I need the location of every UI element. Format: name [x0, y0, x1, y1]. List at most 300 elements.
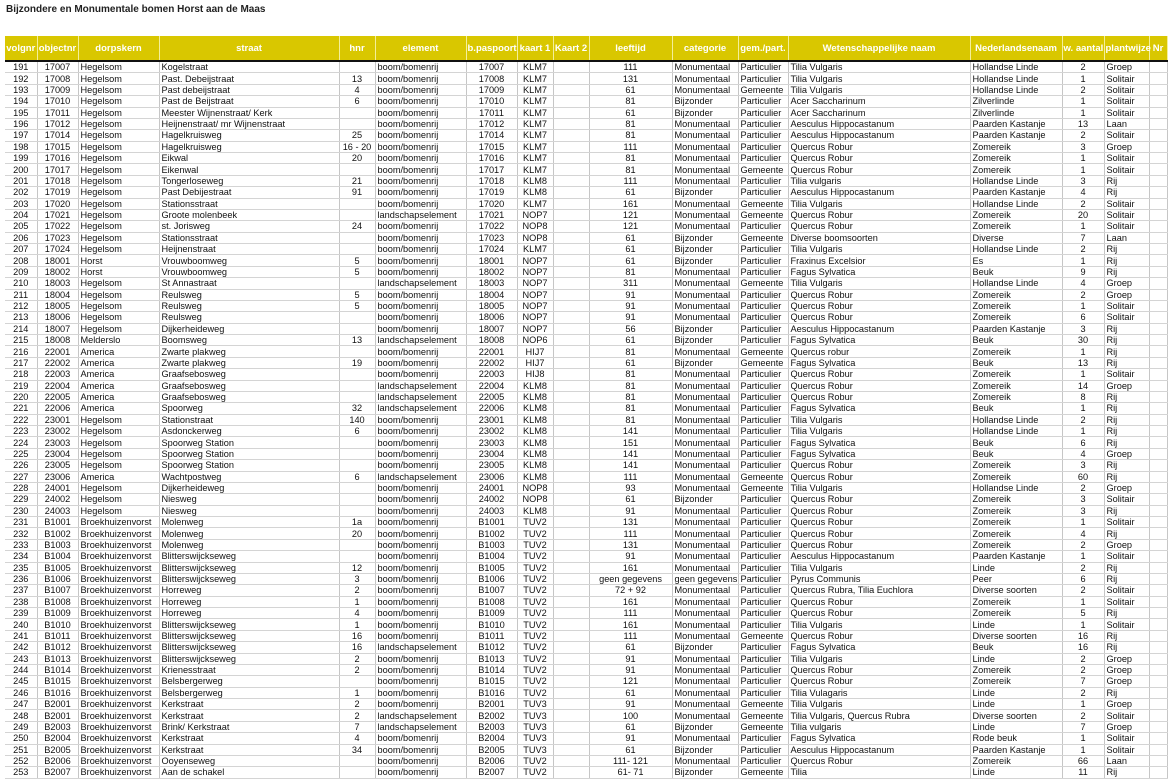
cell-kaart1[interactable]: NOP7 — [517, 323, 553, 334]
cell-volgnr[interactable]: 224 — [5, 437, 37, 448]
cell-objectnr[interactable]: B1006 — [37, 573, 78, 584]
cell-element[interactable]: boom/bomenrij — [375, 653, 466, 664]
cell-paspoort[interactable]: B1008 — [466, 596, 517, 607]
cell-paspoort[interactable]: B1002 — [466, 528, 517, 539]
cell-kaart1[interactable]: TUV2 — [517, 528, 553, 539]
cell-aantal[interactable]: 2 — [1062, 198, 1104, 209]
cell-plantwijze[interactable]: Groep — [1104, 380, 1149, 391]
cell-plantwijze[interactable]: Groep — [1104, 61, 1149, 73]
cell-element[interactable]: boom/bomenrij — [375, 448, 466, 459]
cell-wetenschappelijke-naam[interactable]: Quercus Robur — [788, 676, 970, 687]
cell-nr[interactable] — [1149, 494, 1167, 505]
cell-kaart1[interactable]: NOP8 — [517, 494, 553, 505]
cell-plantwijze[interactable]: Solitair — [1104, 517, 1149, 528]
cell-categorie[interactable]: Bijzonder — [672, 107, 738, 118]
cell-volgnr[interactable]: 222 — [5, 414, 37, 425]
cell-kaart2[interactable] — [553, 403, 589, 414]
cell-straat[interactable]: Blitterswijckseweg — [159, 551, 339, 562]
cell-element[interactable]: boom/bomenrij — [375, 619, 466, 630]
cell-gem-part[interactable]: Particulier — [738, 61, 788, 73]
cell-kaart1[interactable]: TUV2 — [517, 653, 553, 664]
cell-categorie[interactable]: Bijzonder — [672, 244, 738, 255]
cell-kaart1[interactable]: NOP8 — [517, 232, 553, 243]
cell-plantwijze[interactable]: Laan — [1104, 755, 1149, 766]
cell-straat[interactable]: Belsbergerweg — [159, 687, 339, 698]
cell-paspoort[interactable]: 17009 — [466, 84, 517, 95]
cell-paspoort[interactable]: 23001 — [466, 414, 517, 425]
cell-kaart1[interactable]: NOP8 — [517, 482, 553, 493]
cell-element[interactable]: boom/bomenrij — [375, 312, 466, 323]
cell-categorie[interactable]: Monumentaal — [672, 699, 738, 710]
cell-wetenschappelijke-naam[interactable]: Aesculus Hippocastanum — [788, 744, 970, 755]
cell-aantal[interactable]: 1 — [1062, 346, 1104, 357]
cell-kaart1[interactable]: TUV3 — [517, 744, 553, 755]
cell-dorpskern[interactable]: America — [78, 380, 159, 391]
cell-leeftijd[interactable]: 61- 71 — [589, 767, 672, 778]
cell-leeftijd[interactable]: 61 — [589, 494, 672, 505]
cell-straat[interactable]: Blitterswijckseweg — [159, 653, 339, 664]
cell-volgnr[interactable]: 203 — [5, 198, 37, 209]
cell-nederlandse-naam[interactable]: Hollandse Linde — [970, 426, 1062, 437]
cell-paspoort[interactable]: 22004 — [466, 380, 517, 391]
cell-nederlandse-naam[interactable]: Zomereik — [970, 289, 1062, 300]
cell-nr[interactable] — [1149, 153, 1167, 164]
cell-leeftijd[interactable]: 131 — [589, 539, 672, 550]
cell-straat[interactable]: Past de Beijstraat — [159, 96, 339, 107]
cell-nederlandse-naam[interactable]: Beuk — [970, 642, 1062, 653]
cell-volgnr[interactable]: 243 — [5, 653, 37, 664]
cell-volgnr[interactable]: 212 — [5, 300, 37, 311]
col-header-kaart2[interactable]: Kaart 2 — [553, 36, 589, 61]
cell-nederlandse-naam[interactable]: Zomereik — [970, 664, 1062, 675]
cell-hnr[interactable]: 3 — [339, 573, 375, 584]
cell-aantal[interactable]: 1 — [1062, 107, 1104, 118]
cell-element[interactable]: boom/bomenrij — [375, 187, 466, 198]
cell-objectnr[interactable]: 24001 — [37, 482, 78, 493]
cell-objectnr[interactable]: B1007 — [37, 585, 78, 596]
cell-plantwijze[interactable]: Rij — [1104, 437, 1149, 448]
cell-objectnr[interactable]: 18005 — [37, 300, 78, 311]
cell-hnr[interactable] — [339, 61, 375, 73]
cell-hnr[interactable]: 34 — [339, 744, 375, 755]
cell-kaart1[interactable]: NOP7 — [517, 300, 553, 311]
cell-dorpskern[interactable]: Broekhuizenvorst — [78, 551, 159, 562]
cell-volgnr[interactable]: 191 — [5, 61, 37, 73]
cell-objectnr[interactable]: B2005 — [37, 744, 78, 755]
cell-hnr[interactable]: 140 — [339, 414, 375, 425]
cell-kaart2[interactable] — [553, 699, 589, 710]
cell-volgnr[interactable]: 242 — [5, 642, 37, 653]
cell-nederlandse-naam[interactable]: Beuk — [970, 335, 1062, 346]
cell-plantwijze[interactable]: Rij — [1104, 562, 1149, 573]
cell-nederlandse-naam[interactable]: Zomereik — [970, 209, 1062, 220]
cell-objectnr[interactable]: 22001 — [37, 346, 78, 357]
cell-kaart2[interactable] — [553, 380, 589, 391]
cell-volgnr[interactable]: 232 — [5, 528, 37, 539]
cell-kaart2[interactable] — [553, 335, 589, 346]
cell-objectnr[interactable]: 17012 — [37, 118, 78, 129]
cell-objectnr[interactable]: B2001 — [37, 710, 78, 721]
cell-dorpskern[interactable]: Hegelsom — [78, 244, 159, 255]
cell-hnr[interactable]: 1 — [339, 596, 375, 607]
cell-nr[interactable] — [1149, 73, 1167, 84]
cell-aantal[interactable]: 1 — [1062, 369, 1104, 380]
col-header-objectnr[interactable]: objectnr — [37, 36, 78, 61]
cell-plantwijze[interactable]: Solitair — [1104, 710, 1149, 721]
cell-hnr[interactable] — [339, 539, 375, 550]
cell-objectnr[interactable]: 22005 — [37, 391, 78, 402]
cell-plantwijze[interactable]: Rij — [1104, 244, 1149, 255]
cell-straat[interactable]: Graafsebosweg — [159, 369, 339, 380]
cell-dorpskern[interactable]: Broekhuizenvorst — [78, 619, 159, 630]
cell-aantal[interactable]: 66 — [1062, 755, 1104, 766]
cell-element[interactable]: boom/bomenrij — [375, 699, 466, 710]
cell-categorie[interactable]: Bijzonder — [672, 642, 738, 653]
cell-leeftijd[interactable]: 91 — [589, 653, 672, 664]
cell-wetenschappelijke-naam[interactable]: Quercus Robur — [788, 141, 970, 152]
cell-leeftijd[interactable]: 81 — [589, 118, 672, 129]
cell-nr[interactable] — [1149, 630, 1167, 641]
cell-categorie[interactable]: Bijzonder — [672, 187, 738, 198]
cell-nr[interactable] — [1149, 437, 1167, 448]
cell-plantwijze[interactable]: Solitair — [1104, 164, 1149, 175]
cell-plantwijze[interactable]: Solitair — [1104, 744, 1149, 755]
cell-aantal[interactable]: 7 — [1062, 721, 1104, 732]
cell-kaart2[interactable] — [553, 232, 589, 243]
cell-aantal[interactable]: 2 — [1062, 482, 1104, 493]
cell-volgnr[interactable]: 247 — [5, 699, 37, 710]
cell-kaart1[interactable]: KLM8 — [517, 437, 553, 448]
cell-kaart1[interactable]: TUV2 — [517, 767, 553, 778]
cell-aantal[interactable]: 1 — [1062, 426, 1104, 437]
cell-hnr[interactable] — [339, 676, 375, 687]
cell-gem-part[interactable]: Particulier — [738, 255, 788, 266]
cell-dorpskern[interactable]: Hegelsom — [78, 209, 159, 220]
cell-nr[interactable] — [1149, 744, 1167, 755]
cell-nr[interactable] — [1149, 130, 1167, 141]
cell-objectnr[interactable]: 23003 — [37, 437, 78, 448]
cell-kaart1[interactable]: TUV2 — [517, 539, 553, 550]
cell-nederlandse-naam[interactable]: Zomereik — [970, 369, 1062, 380]
cell-kaart2[interactable] — [553, 517, 589, 528]
cell-gem-part[interactable]: Gemeente — [738, 198, 788, 209]
cell-kaart1[interactable]: TUV2 — [517, 755, 553, 766]
cell-nederlandse-naam[interactable]: Linde — [970, 562, 1062, 573]
cell-aantal[interactable]: 1 — [1062, 403, 1104, 414]
cell-wetenschappelijke-naam[interactable]: Quercus Robur — [788, 380, 970, 391]
cell-categorie[interactable]: Monumentaal — [672, 426, 738, 437]
cell-leeftijd[interactable]: 91 — [589, 551, 672, 562]
cell-leeftijd[interactable]: 61 — [589, 255, 672, 266]
cell-hnr[interactable]: 5 — [339, 289, 375, 300]
cell-nederlandse-naam[interactable]: Zomereik — [970, 346, 1062, 357]
cell-leeftijd[interactable]: 91 — [589, 300, 672, 311]
cell-gem-part[interactable]: Particulier — [738, 687, 788, 698]
cell-nederlandse-naam[interactable]: Rode beuk — [970, 733, 1062, 744]
cell-straat[interactable]: Vrouwboomweg — [159, 266, 339, 277]
cell-wetenschappelijke-naam[interactable]: Quercus Robur — [788, 153, 970, 164]
cell-nederlandse-naam[interactable]: Zomereik — [970, 596, 1062, 607]
cell-element[interactable]: boom/bomenrij — [375, 266, 466, 277]
cell-element[interactable]: boom/bomenrij — [375, 539, 466, 550]
cell-leeftijd[interactable]: 81 — [589, 153, 672, 164]
cell-aantal[interactable]: 2 — [1062, 289, 1104, 300]
cell-volgnr[interactable]: 237 — [5, 585, 37, 596]
cell-kaart1[interactable]: KLM7 — [517, 84, 553, 95]
col-header-straat[interactable]: straat — [159, 36, 339, 61]
cell-volgnr[interactable]: 253 — [5, 767, 37, 778]
cell-kaart2[interactable] — [553, 209, 589, 220]
cell-nr[interactable] — [1149, 448, 1167, 459]
cell-hnr[interactable]: 19 — [339, 357, 375, 368]
cell-kaart1[interactable]: NOP7 — [517, 266, 553, 277]
cell-element[interactable]: boom/bomenrij — [375, 505, 466, 516]
cell-paspoort[interactable]: B1009 — [466, 608, 517, 619]
cell-nederlandse-naam[interactable]: Linde — [970, 721, 1062, 732]
cell-hnr[interactable]: 24 — [339, 221, 375, 232]
cell-nederlandse-naam[interactable]: Zomereik — [970, 300, 1062, 311]
cell-paspoort[interactable]: 18004 — [466, 289, 517, 300]
cell-aantal[interactable]: 1 — [1062, 96, 1104, 107]
cell-dorpskern[interactable]: Broekhuizenvorst — [78, 755, 159, 766]
cell-nr[interactable] — [1149, 255, 1167, 266]
cell-leeftijd[interactable]: 121 — [589, 221, 672, 232]
cell-gem-part[interactable]: Gemeente — [738, 278, 788, 289]
cell-paspoort[interactable]: 17024 — [466, 244, 517, 255]
cell-wetenschappelijke-naam[interactable]: Fagus Sylvatica — [788, 266, 970, 277]
cell-gem-part[interactable]: Particulier — [738, 175, 788, 186]
cell-objectnr[interactable]: B1015 — [37, 676, 78, 687]
cell-paspoort[interactable]: 22002 — [466, 357, 517, 368]
cell-kaart1[interactable]: KLM8 — [517, 448, 553, 459]
cell-straat[interactable]: Blitterswijckseweg — [159, 630, 339, 641]
cell-gem-part[interactable]: Particulier — [738, 369, 788, 380]
cell-aantal[interactable]: 2 — [1062, 244, 1104, 255]
cell-straat[interactable]: Kerkstraat — [159, 733, 339, 744]
cell-straat[interactable]: Boomsweg — [159, 335, 339, 346]
cell-leeftijd[interactable]: 131 — [589, 73, 672, 84]
cell-objectnr[interactable]: B1014 — [37, 664, 78, 675]
cell-dorpskern[interactable]: Hegelsom — [78, 505, 159, 516]
cell-objectnr[interactable]: B2003 — [37, 721, 78, 732]
cell-straat[interactable]: Kerkstraat — [159, 710, 339, 721]
cell-nederlandse-naam[interactable]: Beuk — [970, 403, 1062, 414]
col-header-leeftijd[interactable]: leeftijd — [589, 36, 672, 61]
cell-hnr[interactable]: 20 — [339, 153, 375, 164]
cell-kaart1[interactable]: KLM7 — [517, 130, 553, 141]
cell-kaart1[interactable]: KLM7 — [517, 141, 553, 152]
cell-nr[interactable] — [1149, 403, 1167, 414]
cell-paspoort[interactable]: 17021 — [466, 209, 517, 220]
cell-dorpskern[interactable]: Hegelsom — [78, 153, 159, 164]
cell-straat[interactable]: Zwarte plakweg — [159, 357, 339, 368]
cell-gem-part[interactable]: Particulier — [738, 664, 788, 675]
cell-aantal[interactable]: 1 — [1062, 744, 1104, 755]
cell-volgnr[interactable]: 229 — [5, 494, 37, 505]
cell-element[interactable]: landschapselement — [375, 721, 466, 732]
cell-aantal[interactable]: 14 — [1062, 380, 1104, 391]
cell-paspoort[interactable]: B1003 — [466, 539, 517, 550]
cell-element[interactable]: boom/bomenrij — [375, 437, 466, 448]
cell-kaart2[interactable] — [553, 255, 589, 266]
cell-plantwijze[interactable]: Solitair — [1104, 596, 1149, 607]
cell-paspoort[interactable]: 17019 — [466, 187, 517, 198]
cell-gem-part[interactable]: Gemeente — [738, 767, 788, 778]
cell-nr[interactable] — [1149, 278, 1167, 289]
cell-paspoort[interactable]: 17014 — [466, 130, 517, 141]
cell-nr[interactable] — [1149, 244, 1167, 255]
cell-categorie[interactable]: Monumentaal — [672, 61, 738, 73]
cell-straat[interactable]: Graafsebosweg — [159, 380, 339, 391]
cell-dorpskern[interactable]: Hegelsom — [78, 482, 159, 493]
cell-plantwijze[interactable]: Rij — [1104, 426, 1149, 437]
cell-paspoort[interactable]: 18005 — [466, 300, 517, 311]
cell-kaart2[interactable] — [553, 164, 589, 175]
cell-leeftijd[interactable]: 161 — [589, 198, 672, 209]
cell-wetenschappelijke-naam[interactable]: Quercus Robur — [788, 528, 970, 539]
cell-categorie[interactable]: Bijzonder — [672, 232, 738, 243]
cell-dorpskern[interactable]: Hegelsom — [78, 118, 159, 129]
cell-kaart2[interactable] — [553, 187, 589, 198]
cell-aantal[interactable]: 16 — [1062, 642, 1104, 653]
cell-element[interactable]: boom/bomenrij — [375, 551, 466, 562]
cell-wetenschappelijke-naam[interactable]: Fagus Sylvatica — [788, 403, 970, 414]
cell-nr[interactable] — [1149, 141, 1167, 152]
cell-aantal[interactable]: 1 — [1062, 300, 1104, 311]
cell-paspoort[interactable]: 22006 — [466, 403, 517, 414]
cell-paspoort[interactable]: 24003 — [466, 505, 517, 516]
cell-kaart1[interactable]: KLM7 — [517, 198, 553, 209]
cell-categorie[interactable]: Monumentaal — [672, 437, 738, 448]
cell-plantwijze[interactable]: Groep — [1104, 278, 1149, 289]
cell-hnr[interactable]: 2 — [339, 585, 375, 596]
cell-dorpskern[interactable]: Broekhuizenvorst — [78, 733, 159, 744]
cell-leeftijd[interactable]: geen gegevens — [589, 573, 672, 584]
cell-nederlandse-naam[interactable]: Linde — [970, 653, 1062, 664]
cell-kaart2[interactable] — [553, 175, 589, 186]
cell-hnr[interactable] — [339, 460, 375, 471]
cell-plantwijze[interactable]: Solitair — [1104, 369, 1149, 380]
cell-categorie[interactable]: Bijzonder — [672, 767, 738, 778]
cell-nederlandse-naam[interactable]: Linde — [970, 619, 1062, 630]
cell-paspoort[interactable]: 18001 — [466, 255, 517, 266]
cell-dorpskern[interactable]: Hegelsom — [78, 107, 159, 118]
cell-aantal[interactable]: 4 — [1062, 448, 1104, 459]
cell-straat[interactable]: Groote molenbeek — [159, 209, 339, 220]
cell-dorpskern[interactable]: America — [78, 391, 159, 402]
cell-leeftijd[interactable]: 81 — [589, 164, 672, 175]
cell-leeftijd[interactable]: 81 — [589, 96, 672, 107]
cell-element[interactable]: boom/bomenrij — [375, 744, 466, 755]
cell-nederlandse-naam[interactable]: Hollandse Linde — [970, 482, 1062, 493]
cell-hnr[interactable] — [339, 346, 375, 357]
cell-volgnr[interactable]: 210 — [5, 278, 37, 289]
cell-element[interactable]: landschapselement — [375, 471, 466, 482]
cell-straat[interactable]: Horreweg — [159, 585, 339, 596]
cell-nr[interactable] — [1149, 61, 1167, 73]
cell-aantal[interactable]: 2 — [1062, 539, 1104, 550]
cell-gem-part[interactable]: Particulier — [738, 141, 788, 152]
cell-categorie[interactable]: Monumentaal — [672, 596, 738, 607]
cell-nederlandse-naam[interactable]: Paarden Kastanje — [970, 187, 1062, 198]
cell-categorie[interactable]: Monumentaal — [672, 687, 738, 698]
cell-plantwijze[interactable]: Rij — [1104, 266, 1149, 277]
cell-paspoort[interactable]: 17022 — [466, 221, 517, 232]
cell-leeftijd[interactable]: 100 — [589, 710, 672, 721]
cell-wetenschappelijke-naam[interactable]: Quercus Robur — [788, 391, 970, 402]
cell-aantal[interactable]: 1 — [1062, 699, 1104, 710]
cell-nr[interactable] — [1149, 232, 1167, 243]
cell-nr[interactable] — [1149, 528, 1167, 539]
cell-plantwijze[interactable]: Solitair — [1104, 130, 1149, 141]
cell-nr[interactable] — [1149, 187, 1167, 198]
cell-leeftijd[interactable]: 91 — [589, 289, 672, 300]
cell-volgnr[interactable]: 239 — [5, 608, 37, 619]
cell-nr[interactable] — [1149, 414, 1167, 425]
cell-dorpskern[interactable]: Hegelsom — [78, 426, 159, 437]
cell-element[interactable]: boom/bomenrij — [375, 494, 466, 505]
cell-kaart1[interactable]: TUV3 — [517, 733, 553, 744]
cell-element[interactable]: landschapselement — [375, 391, 466, 402]
cell-paspoort[interactable]: 17008 — [466, 73, 517, 84]
cell-aantal[interactable]: 3 — [1062, 175, 1104, 186]
cell-plantwijze[interactable]: Rij — [1104, 573, 1149, 584]
cell-aantal[interactable]: 9 — [1062, 266, 1104, 277]
cell-nr[interactable] — [1149, 289, 1167, 300]
cell-hnr[interactable] — [339, 437, 375, 448]
cell-element[interactable]: boom/bomenrij — [375, 244, 466, 255]
cell-wetenschappelijke-naam[interactable]: Fagus Sylvatica — [788, 733, 970, 744]
cell-plantwijze[interactable]: Rij — [1104, 391, 1149, 402]
cell-kaart2[interactable] — [553, 221, 589, 232]
cell-straat[interactable]: Eikenwal — [159, 164, 339, 175]
cell-element[interactable]: boom/bomenrij — [375, 153, 466, 164]
cell-hnr[interactable]: 2 — [339, 710, 375, 721]
cell-paspoort[interactable]: B1006 — [466, 573, 517, 584]
cell-kaart2[interactable] — [553, 130, 589, 141]
cell-leeftijd[interactable]: 61 — [589, 244, 672, 255]
cell-nr[interactable] — [1149, 517, 1167, 528]
cell-plantwijze[interactable]: Rij — [1104, 175, 1149, 186]
cell-straat[interactable]: Molenweg — [159, 528, 339, 539]
cell-nederlandse-naam[interactable]: Diverse soorten — [970, 710, 1062, 721]
cell-leeftijd[interactable]: 81 — [589, 403, 672, 414]
cell-objectnr[interactable]: B1010 — [37, 619, 78, 630]
cell-categorie[interactable]: Monumentaal — [672, 528, 738, 539]
cell-kaart2[interactable] — [553, 562, 589, 573]
cell-element[interactable]: boom/bomenrij — [375, 357, 466, 368]
cell-objectnr[interactable]: 17014 — [37, 130, 78, 141]
cell-objectnr[interactable]: 17018 — [37, 175, 78, 186]
cell-nederlandse-naam[interactable]: Paarden Kastanje — [970, 323, 1062, 334]
cell-plantwijze[interactable]: Groep — [1104, 676, 1149, 687]
cell-straat[interactable]: Eikwal — [159, 153, 339, 164]
cell-hnr[interactable]: 1 — [339, 687, 375, 698]
cell-element[interactable]: boom/bomenrij — [375, 414, 466, 425]
col-header-volgnr[interactable]: volgnr — [5, 36, 37, 61]
cell-kaart2[interactable] — [553, 596, 589, 607]
cell-straat[interactable]: Dijkerheideweg — [159, 323, 339, 334]
cell-nr[interactable] — [1149, 221, 1167, 232]
cell-wetenschappelijke-naam[interactable]: Aesculus Hippocastanum — [788, 323, 970, 334]
cell-nr[interactable] — [1149, 664, 1167, 675]
cell-hnr[interactable] — [339, 369, 375, 380]
cell-dorpskern[interactable]: Hegelsom — [78, 141, 159, 152]
cell-objectnr[interactable]: 18008 — [37, 335, 78, 346]
cell-plantwijze[interactable]: Groep — [1104, 482, 1149, 493]
cell-objectnr[interactable]: 22002 — [37, 357, 78, 368]
cell-kaart2[interactable] — [553, 471, 589, 482]
